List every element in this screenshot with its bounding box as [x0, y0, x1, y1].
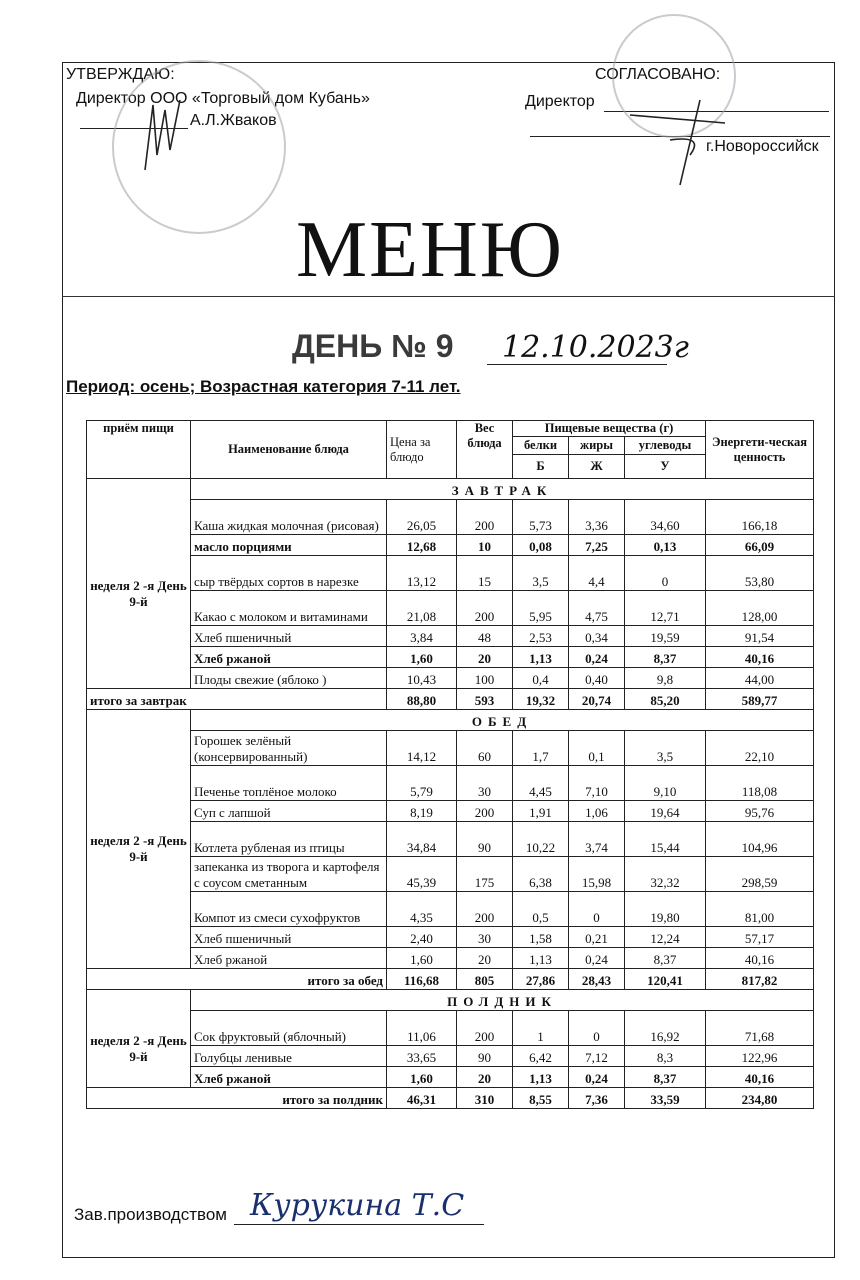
snack-meal-label: неделя 2 -я День 9-й	[87, 1011, 191, 1088]
cell-name: Каша жидкая молочная (рисовая)	[191, 500, 387, 535]
snack-section-row	[87, 990, 814, 1011]
cell-weight: 15	[457, 556, 513, 591]
cell-b: 1,13	[513, 647, 569, 668]
cell-b: 0,5	[513, 892, 569, 927]
cell-price: 1,60	[387, 1067, 457, 1088]
cell-b: 5,73	[513, 500, 569, 535]
table-row	[87, 822, 814, 857]
cell-e: 40,16	[706, 948, 814, 969]
snack-total-row	[87, 1088, 814, 1109]
agreed-signature	[610, 95, 730, 195]
cell-weight: 30	[457, 927, 513, 948]
cell-zh: 4,75	[569, 591, 625, 626]
cell-price: 4,35	[387, 892, 457, 927]
cell-name: Компот из смеси сухофруктов	[191, 892, 387, 927]
total-zh: 28,43	[569, 969, 625, 990]
cell-zh: 4,4	[569, 556, 625, 591]
table-row	[87, 591, 814, 626]
cell-name: Котлета рубленая из птицы	[191, 822, 387, 857]
cell-e: 166,18	[706, 500, 814, 535]
total-u: 85,20	[625, 689, 706, 710]
cell-zh: 7,10	[569, 766, 625, 801]
cell-zh: 0	[569, 892, 625, 927]
col-meal-header: приём пищи	[87, 421, 191, 479]
table-row	[87, 556, 814, 591]
cell-u: 0	[625, 556, 706, 591]
cell-e: 57,17	[706, 927, 814, 948]
cell-price: 14,12	[387, 731, 457, 766]
total-e: 234,80	[706, 1088, 814, 1109]
cell-zh: 7,12	[569, 1046, 625, 1067]
cell-price: 5,79	[387, 766, 457, 801]
cell-zh: 0,40	[569, 668, 625, 689]
cell-u: 32,32	[625, 857, 706, 892]
approve-director-name: А.Л.Жваков	[190, 112, 277, 129]
cell-weight: 200	[457, 500, 513, 535]
footer-signature-line	[234, 1224, 484, 1225]
menu-title: МЕНЮ	[296, 206, 564, 294]
cell-name: Хлеб ржаной	[191, 647, 387, 668]
table-row	[87, 1067, 814, 1088]
breakfast-total-label: итого за завтрак	[87, 689, 387, 710]
table-row	[87, 1046, 814, 1067]
cell-price: 13,12	[387, 556, 457, 591]
cell-e: 91,54	[706, 626, 814, 647]
cell-weight: 175	[457, 857, 513, 892]
cell-price: 1,60	[387, 948, 457, 969]
cell-u: 19,64	[625, 801, 706, 822]
cell-price: 45,39	[387, 857, 457, 892]
cell-e: 40,16	[706, 647, 814, 668]
cell-name: масло порциями	[191, 535, 387, 556]
snack-meal-cell-top	[87, 990, 191, 1011]
total-price: 88,80	[387, 689, 457, 710]
col-b-header: Б	[513, 455, 569, 479]
cell-zh: 0,24	[569, 1067, 625, 1088]
cell-price: 11,06	[387, 1011, 457, 1046]
cell-zh: 7,25	[569, 535, 625, 556]
cell-name: сыр твёрдых сортов в нарезке	[191, 556, 387, 591]
cell-weight: 200	[457, 801, 513, 822]
period-line: Период: осень; Возрастная категория 7-11 лет.	[66, 377, 461, 396]
table-row	[87, 927, 814, 948]
cell-name: Хлеб пшеничный	[191, 626, 387, 647]
title-divider	[62, 296, 835, 297]
snack-total-label: итого за полдник	[87, 1088, 387, 1109]
footer-signature: Курукина Т.С	[250, 1188, 465, 1223]
cell-b: 2,53	[513, 626, 569, 647]
cell-b: 10,22	[513, 822, 569, 857]
cell-weight: 20	[457, 647, 513, 668]
cell-zh: 0,21	[569, 927, 625, 948]
cell-price: 12,68	[387, 535, 457, 556]
breakfast-section-row	[87, 479, 814, 500]
table-row	[87, 1011, 814, 1046]
cell-weight: 100	[457, 668, 513, 689]
cell-b: 1,13	[513, 948, 569, 969]
col-nutrients-header: Пищевые вещества (г)	[513, 421, 706, 437]
lunch-section-title: ОБЕД	[191, 710, 814, 731]
agreed-director-label: Директор	[525, 93, 595, 110]
cell-price: 1,60	[387, 647, 457, 668]
total-weight: 805	[457, 969, 513, 990]
table-row	[87, 647, 814, 668]
cell-b: 1,7	[513, 731, 569, 766]
cell-b: 1,13	[513, 1067, 569, 1088]
table-row	[87, 766, 814, 801]
total-zh: 7,36	[569, 1088, 625, 1109]
table-row	[87, 801, 814, 822]
approve-heading: УТВЕРЖДАЮ:	[66, 66, 175, 83]
cell-price: 33,65	[387, 1046, 457, 1067]
cell-weight: 200	[457, 591, 513, 626]
cell-e: 81,00	[706, 892, 814, 927]
cell-name: Голубцы ленивые	[191, 1046, 387, 1067]
approve-director-line: Директор ООО «Торговый дом Кубань»	[76, 90, 370, 107]
cell-zh: 3,74	[569, 822, 625, 857]
cell-u: 8,37	[625, 647, 706, 668]
cell-b: 1,58	[513, 927, 569, 948]
cell-e: 66,09	[706, 535, 814, 556]
total-b: 27,86	[513, 969, 569, 990]
cell-e: 104,96	[706, 822, 814, 857]
cell-name: Печенье топлёное молоко	[191, 766, 387, 801]
cell-weight: 20	[457, 948, 513, 969]
table-row	[87, 535, 814, 556]
cell-weight: 90	[457, 822, 513, 857]
table-row	[87, 731, 814, 766]
cell-weight: 10	[457, 535, 513, 556]
day-date-underline	[487, 364, 667, 365]
col-price-header: Цена за блюдо	[387, 421, 457, 479]
cell-name: Горошек зелёный (консервированный)	[191, 731, 387, 766]
cell-price: 3,84	[387, 626, 457, 647]
cell-zh: 0,24	[569, 948, 625, 969]
cell-u: 34,60	[625, 500, 706, 535]
total-b: 19,32	[513, 689, 569, 710]
cell-b: 4,45	[513, 766, 569, 801]
day-date: 12.10.2023г	[502, 330, 689, 365]
cell-b: 6,38	[513, 857, 569, 892]
col-carb-header: углеводы	[625, 437, 706, 455]
table-row	[87, 626, 814, 647]
cell-u: 8,37	[625, 1067, 706, 1088]
col-zh-header: Ж	[569, 455, 625, 479]
agreed-city: г.Новороссийск	[706, 138, 819, 155]
total-e: 817,82	[706, 969, 814, 990]
cell-u: 16,92	[625, 1011, 706, 1046]
snack-section-title: ПОЛДНИК	[191, 990, 814, 1011]
cell-zh: 0	[569, 1011, 625, 1046]
cell-e: 53,80	[706, 556, 814, 591]
menu-table	[86, 420, 814, 1109]
cell-b: 3,5	[513, 556, 569, 591]
cell-zh: 15,98	[569, 857, 625, 892]
cell-u: 9,10	[625, 766, 706, 801]
cell-weight: 90	[457, 1046, 513, 1067]
table-row	[87, 857, 814, 892]
cell-u: 9,8	[625, 668, 706, 689]
cell-name: Хлеб ржаной	[191, 948, 387, 969]
lunch-meal-cell-top	[87, 710, 191, 731]
cell-zh: 0,34	[569, 626, 625, 647]
cell-e: 22,10	[706, 731, 814, 766]
cell-name: Хлеб пшеничный	[191, 927, 387, 948]
cell-b: 6,42	[513, 1046, 569, 1067]
total-u: 120,41	[625, 969, 706, 990]
col-name-header: Наименование блюда	[191, 421, 387, 479]
total-b: 8,55	[513, 1088, 569, 1109]
cell-price: 2,40	[387, 927, 457, 948]
lunch-section-row	[87, 710, 814, 731]
total-e: 589,77	[706, 689, 814, 710]
cell-name: Суп с лапшой	[191, 801, 387, 822]
cell-b: 5,95	[513, 591, 569, 626]
lunch-meal-label: неделя 2 -я День 9-й	[87, 731, 191, 969]
cell-zh: 3,36	[569, 500, 625, 535]
cell-weight: 30	[457, 766, 513, 801]
col-fat-header: жиры	[569, 437, 625, 455]
cell-b: 1	[513, 1011, 569, 1046]
col-protein-header: белки	[513, 437, 569, 455]
cell-b: 1,91	[513, 801, 569, 822]
table-row	[87, 892, 814, 927]
breakfast-total-row	[87, 689, 814, 710]
col-energy-header: Энергети-ческая ценность	[706, 421, 814, 479]
cell-e: 128,00	[706, 591, 814, 626]
cell-weight: 200	[457, 892, 513, 927]
cell-u: 0,13	[625, 535, 706, 556]
footer-label: Зав.производством	[74, 1205, 227, 1224]
cell-e: 95,76	[706, 801, 814, 822]
table-row	[87, 948, 814, 969]
cell-zh: 0,1	[569, 731, 625, 766]
cell-price: 26,05	[387, 500, 457, 535]
cell-weight: 60	[457, 731, 513, 766]
total-weight: 593	[457, 689, 513, 710]
total-weight: 310	[457, 1088, 513, 1109]
cell-u: 8,37	[625, 948, 706, 969]
lunch-total-label: итого за обед	[87, 969, 387, 990]
table-row	[87, 668, 814, 689]
cell-e: 298,59	[706, 857, 814, 892]
cell-u: 15,44	[625, 822, 706, 857]
cell-price: 34,84	[387, 822, 457, 857]
breakfast-section-title: ЗАВТРАК	[191, 479, 814, 500]
cell-weight: 48	[457, 626, 513, 647]
total-price: 116,68	[387, 969, 457, 990]
cell-name: Сок фруктовый (яблочный)	[191, 1011, 387, 1046]
cell-name: Хлеб ржаной	[191, 1067, 387, 1088]
cell-e: 44,00	[706, 668, 814, 689]
cell-zh: 1,06	[569, 801, 625, 822]
cell-name: запеканка из творога и картофеля с соусом сметанным	[191, 857, 387, 892]
menu-table-body	[87, 479, 814, 1109]
col-u-header: У	[625, 455, 706, 479]
breakfast-meal-label: неделя 2 -я День 9-й	[87, 500, 191, 689]
cell-u: 19,80	[625, 892, 706, 927]
cell-u: 12,24	[625, 927, 706, 948]
cell-name: Какао с молоком и витаминами	[191, 591, 387, 626]
cell-u: 19,59	[625, 626, 706, 647]
agreed-heading: СОГЛАСОВАНО:	[595, 66, 721, 83]
cell-e: 122,96	[706, 1046, 814, 1067]
cell-zh: 0,24	[569, 647, 625, 668]
breakfast-meal-cell-top	[87, 479, 191, 500]
cell-price: 10,43	[387, 668, 457, 689]
table-row	[87, 500, 814, 535]
cell-b: 0,08	[513, 535, 569, 556]
approve-signature	[135, 95, 195, 175]
cell-price: 8,19	[387, 801, 457, 822]
cell-name: Плоды свежие (яблоко )	[191, 668, 387, 689]
lunch-total-row	[87, 969, 814, 990]
cell-price: 21,08	[387, 591, 457, 626]
cell-u: 8,3	[625, 1046, 706, 1067]
cell-b: 0,4	[513, 668, 569, 689]
total-u: 33,59	[625, 1088, 706, 1109]
cell-u: 12,71	[625, 591, 706, 626]
col-weight-header: Вес блюда	[457, 421, 513, 479]
cell-weight: 20	[457, 1067, 513, 1088]
cell-e: 118,08	[706, 766, 814, 801]
cell-e: 71,68	[706, 1011, 814, 1046]
cell-u: 3,5	[625, 731, 706, 766]
cell-weight: 200	[457, 1011, 513, 1046]
total-price: 46,31	[387, 1088, 457, 1109]
cell-e: 40,16	[706, 1067, 814, 1088]
day-number: ДЕНЬ № 9	[292, 328, 454, 364]
total-zh: 20,74	[569, 689, 625, 710]
